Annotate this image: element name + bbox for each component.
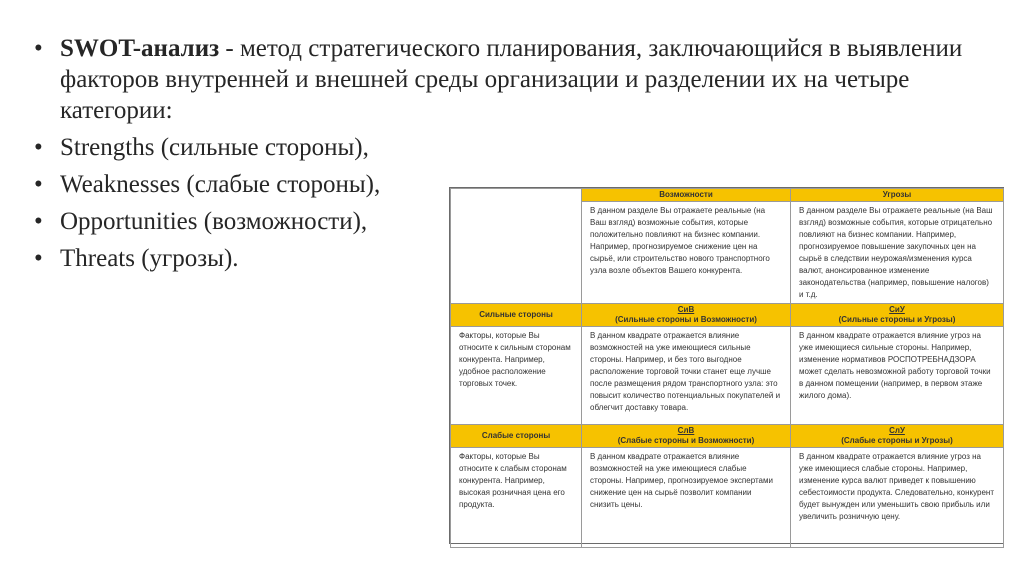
opportunities-description: В данном разделе Вы отражаете реальные (на Ваш взгляд) возможные события, которые положительно повлияют на бизнес компании. Например, прогнозируемое снижение цен на сырьё, или строительство нового транспортного узла возле объектов Вашего конкурента. [582,202,791,304]
swot-matrix [450,188,1004,548]
bullet-text: Strengths (сильные стороны), [60,134,369,161]
table-row [451,304,1004,327]
table-row [451,425,1004,448]
bullet-text: Weaknesses (слабые стороны), [60,171,381,198]
wio-title: СлВ [677,426,695,435]
header-weaknesses: Слабые стороны [451,425,582,448]
wit-subtitle: (Слабые стороны и Угрозы) [841,436,953,445]
bullet-text: Threats (угрозы). [60,245,239,272]
bullet-dot: • [34,134,43,161]
bullet-swot-definition [34,33,994,126]
header-weaknesses-opportunities [582,425,791,448]
wio-subtitle: (Слабые стороны и Возможности) [617,436,755,445]
bullet-dot: • [34,245,43,272]
header-strengths-threats [791,304,1004,327]
weaknesses-description: Факторы, которые Вы относите к слабым сторонам конкурента. Например, высокая розничная цена его продукта. [451,448,582,548]
strengths-opportunities-description: В данном квадрате отражается влияние возможностей на уже имеющиеся сильные стороны. Например, и без того выгодное расположение торговой точки станет еще лучше после размещения рядом транспортного узла: это повысит количество потенциальных покупателей и облегчит доставку товара. [582,327,791,425]
header-threats: Угрозы [791,189,1004,202]
table-row [451,327,1004,425]
bullet-dot: • [34,35,43,62]
bullet-strengths [34,132,994,163]
strengths-threats-description: В данном квадрате отражается влияние угроз на уже имеющиеся сильные стороны. Например, изменение нормативов РОСПОТРЕБНАДЗОРА может сделать невозможной работу торговой точки в данном помещении (например, в первом этаже жилого дома). [791,327,1004,425]
swot-table-image [449,187,1004,544]
header-weaknesses-threats [791,425,1004,448]
swot-term: SWOT-анализ [60,35,220,62]
table-row [451,448,1004,548]
strengths-description: Факторы, которые Вы относите к сильным сторонам конкурента. Например, удобное расположение торговых точек. [451,327,582,425]
empty-corner-cell [451,189,582,304]
threats-description: В данном разделе Вы отражаете реальные (на Ваш взгляд) возможные события, которые отрицательно повлияют на бизнес компании. Например, прогнозируемое повышение закупочных цен на сырьё в следствии неурожая/изменения курса валют, анонсированное изменение законодательства (например, повышение налогов) и т.д. [791,202,1004,304]
bullet-dot: • [34,171,43,198]
bullet-text: Opportunities (возможности), [60,208,368,235]
header-opportunities: Возможности [582,189,791,202]
sio-title: СиВ [677,305,695,314]
header-strengths: Сильные стороны [451,304,582,327]
weaknesses-opportunities-description: В данном квадрате отражается влияние возможностей на уже имеющиеся слабые стороны. Например, прогнозируемое экспертами снижение цен на сырьё позволит компании снизить цены. [582,448,791,548]
weaknesses-threats-description: В данном квадрате отражается влияние угроз на уже имеющиеся слабые стороны. Например, изменение курса валют приведет к повышению себестоимости продукта. Следовательно, конкурент будет вынужден или уменьшить свою прибыль или увеличить розничную цену. [791,448,1004,548]
sit-title: СиУ [889,305,905,314]
bullet-dot: • [34,208,43,235]
swot-definition-text: - метод стратегического планирования, заключающийся в выявлении факторов внутренней и внешней среды организации и разделении их на четыре категории: [60,35,963,124]
wit-title: СлУ [889,426,905,435]
header-strengths-opportunities [582,304,791,327]
sio-subtitle: (Сильные стороны и Возможности) [615,315,757,324]
table-row [451,189,1004,202]
sit-subtitle: (Сильные стороны и Угрозы) [838,315,956,324]
